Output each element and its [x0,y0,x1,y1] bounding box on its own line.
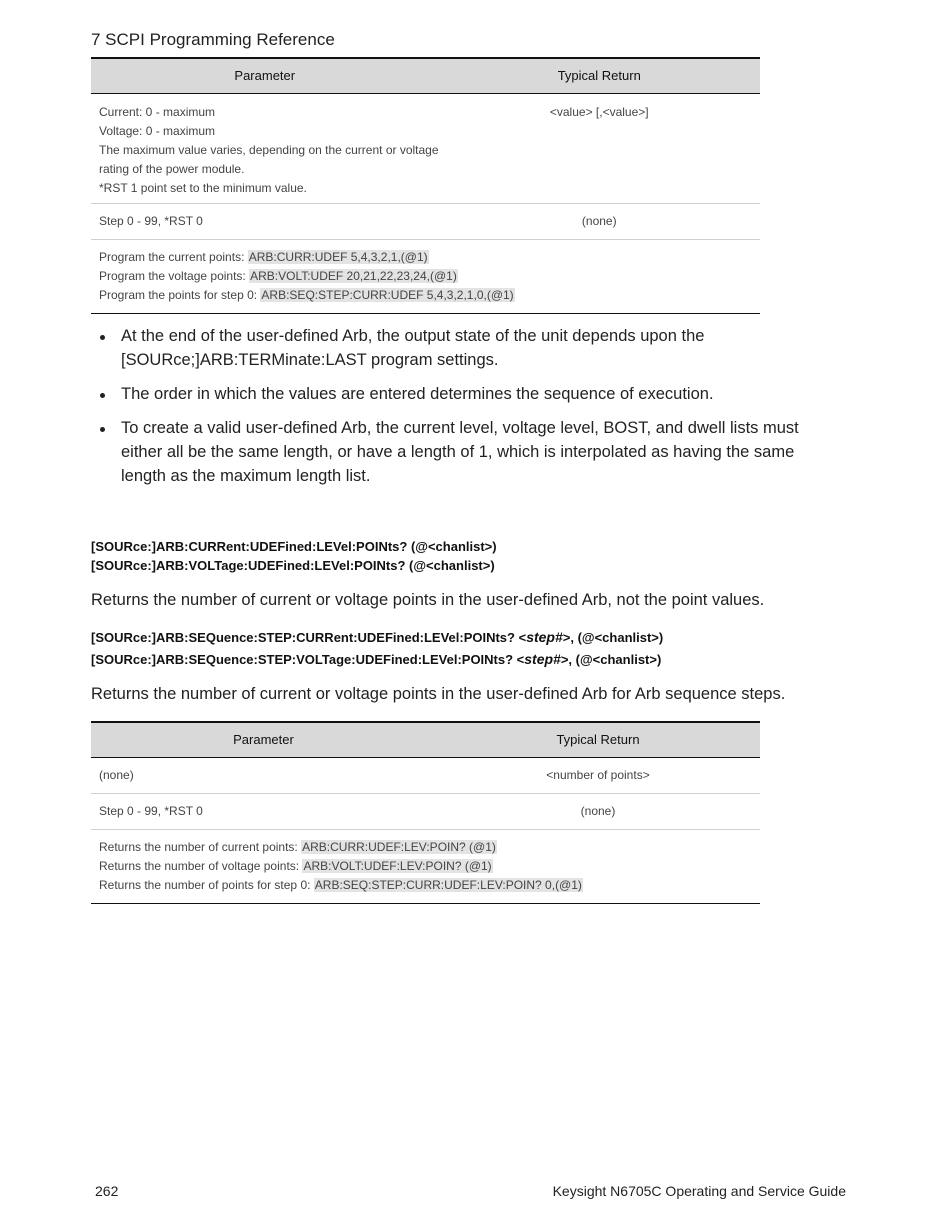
syntax-prefix: [SOURce:]ARB:SEQuence:STEP:CURRent:UDEFined:LEVel:POINts? < [91,630,527,645]
command-syntax [91,651,661,667]
parameter-line: rating of the power module. [99,161,245,176]
parameter-cell: (none) [91,757,436,793]
return-cell: (none) [436,793,760,829]
table-row [91,203,760,239]
section-header: 7 SCPI Programming Reference [91,30,335,49]
example-command: ARB:CURR:UDEF 5,4,3,2,1,(@1) [248,249,428,264]
example-label: Program the voltage points: [99,268,250,283]
example-line [99,286,760,305]
parameter-cell: Step 0 - 99, *RST 0 [91,793,436,829]
example-command: ARB:CURR:UDEF:LEV:POIN? (@1) [302,839,496,854]
example-label: Returns the number of points for step 0: [99,877,314,892]
return-cell: <value> [,<value>] [439,93,760,203]
example-label: Program the current points: [99,249,248,264]
example-label: Program the points for step 0: [99,287,261,302]
note-line: At the end of the user-defined Arb, the output state of the unit depends upon the [121,327,705,345]
parameter-line: The maximum value varies, depending on the current or voltage [99,142,439,157]
parameter-line: Voltage: 0 - maximum [99,123,216,138]
example-line [99,267,760,286]
examples-cell [91,829,760,903]
parameter-table-udef-level [91,57,760,314]
table-row [91,757,760,793]
note-item [97,416,827,488]
return-cell: (none) [439,203,760,239]
table-row [91,793,760,829]
document-title: Keysight N6705C Operating and Service Guide [552,1183,846,1199]
syntax-suffix: >, (@<chanlist>) [562,630,664,645]
bullet-icon [100,393,105,398]
bullet-icon [100,427,105,432]
example-label: Returns the number of current points: [99,839,302,854]
parameter-table-udef-points [91,721,760,904]
column-header-parameter: Parameter [91,722,436,757]
bullet-icon [100,335,105,340]
syntax-argument: step# [524,651,561,667]
example-line [99,876,760,895]
return-cell: <number of points> [436,757,760,793]
note-line: length as the maximum length list. [121,467,371,485]
table-row [91,93,760,203]
example-line [99,857,760,876]
example-label: Returns the number of voltage points: [99,858,303,873]
parameter-line: *RST 1 point set to the minimum value. [99,180,307,195]
example-command: ARB:SEQ:STEP:CURR:UDEF:LEV:POIN? 0,(@1) [314,877,582,892]
examples-cell [91,239,760,313]
example-command: ARB:VOLT:UDEF 20,21,22,23,24,(@1) [250,268,457,283]
parameter-cell: Step 0 - 99, *RST 0 [91,203,439,239]
command-description: Returns the number of current or voltage points in the user-defined Arb, not the point values. [91,591,765,609]
syntax-prefix: [SOURce:]ARB:SEQuence:STEP:VOLTage:UDEFined:LEVel:POINts? < [91,652,525,667]
example-line [99,248,760,267]
note-line: The order in which the values are entered determines the sequence of execution. [121,385,714,403]
parameter-cell [91,93,439,203]
examples-row [91,829,760,903]
example-line [99,838,760,857]
command-syntax [91,629,663,645]
column-header-typical-return: Typical Return [439,58,760,93]
column-header-parameter: Parameter [91,58,439,93]
notes-list [97,324,827,498]
note-line: To create a valid user-defined Arb, the current level, voltage level, BOST, and dwell lists must [121,419,799,437]
command-syntax: [SOURce:]ARB:VOLTage:UDEFined:LEVel:POINts? (@<chanlist>) [91,558,495,573]
note-item [97,382,827,406]
command-description: Returns the number of current or voltage points in the user-defined Arb for Arb sequence steps. [91,685,786,703]
command-syntax: [SOURce:]ARB:CURRent:UDEFined:LEVel:POINts? (@<chanlist>) [91,539,497,554]
note-item [97,324,827,372]
note-line: either all be the same length, or have a length of 1, which is interpolated as having the same [121,443,795,461]
column-header-typical-return: Typical Return [436,722,760,757]
parameter-line: Current: 0 - maximum [99,104,216,119]
page-number: 262 [95,1183,119,1199]
syntax-argument: step# [526,629,563,645]
examples-row [91,239,760,313]
example-command: ARB:SEQ:STEP:CURR:UDEF 5,4,3,2,1,0,(@1) [261,287,514,302]
syntax-suffix: >, (@<chanlist>) [560,652,662,667]
example-command: ARB:VOLT:UDEF:LEV:POIN? (@1) [303,858,492,873]
note-line: [SOURce;]ARB:TERMinate:LAST program settings. [121,351,499,369]
